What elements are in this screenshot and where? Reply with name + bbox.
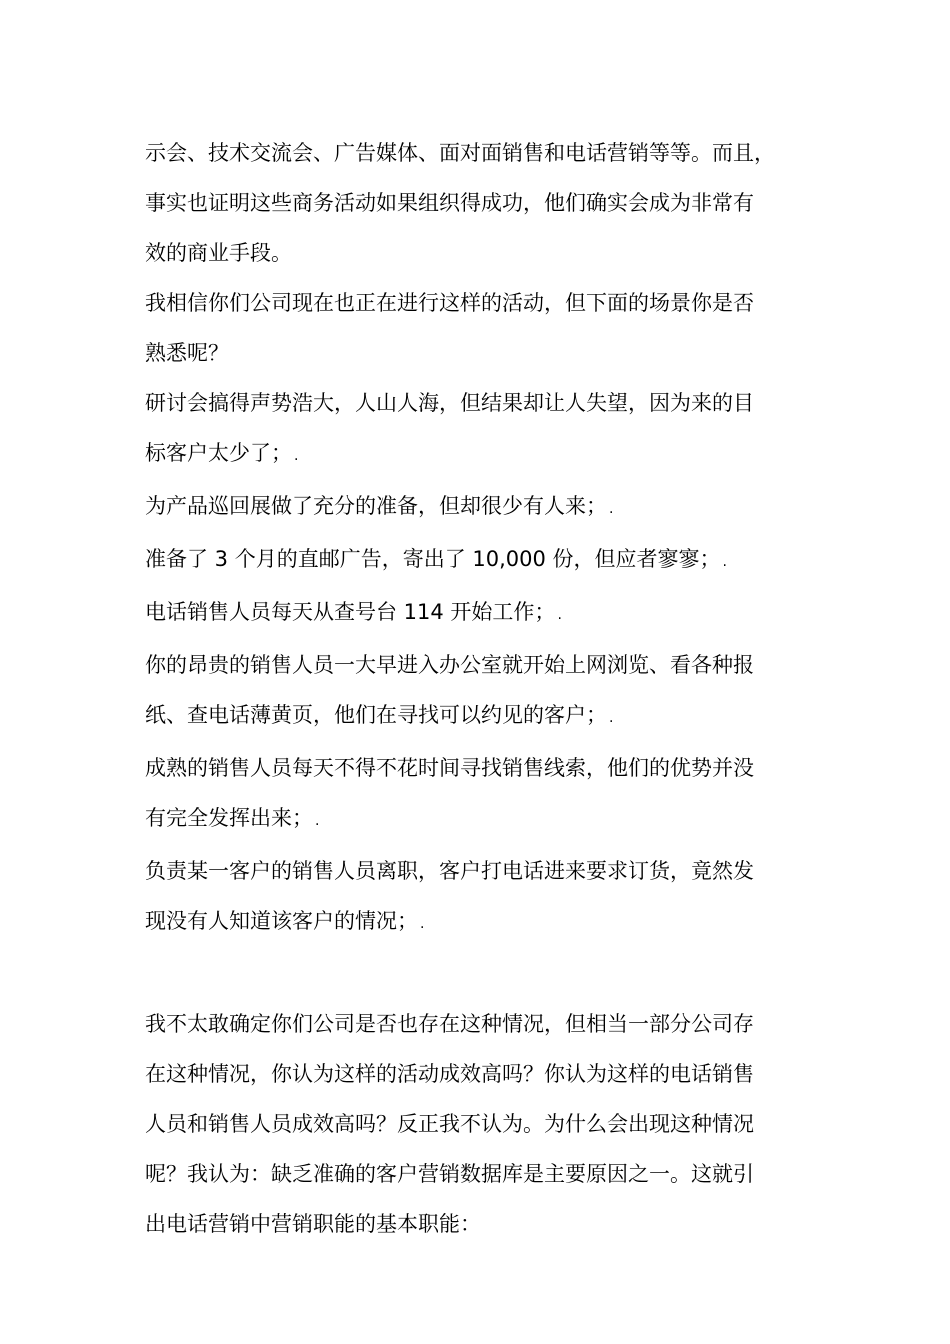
scenario-line: 准备了 3 个月的直邮广告，寄出了 10,000 份，但应者寥寥； . <box>145 547 727 571</box>
text-line: 事实也证明这些商务活动如果组织得成功，他们确实会成为非常有 <box>145 191 754 215</box>
scenario-line: 现没有人知道该客户的情况； . <box>145 909 425 933</box>
paragraph-mark: . <box>609 501 614 517</box>
text-line: 效的商业手段。 <box>145 241 292 265</box>
paragraph-mark: . <box>294 448 299 464</box>
scenario-line: 成熟的销售人员每天不得不花时间寻找销售线索，他们的优势并没 <box>145 756 754 780</box>
scenario-line: 研讨会搞得声势浩大，人山人海，但结果却让人失望，因为来的目 <box>145 391 754 415</box>
paragraph-mark: . <box>315 813 320 829</box>
paragraph-spacer <box>145 949 835 999</box>
paragraph-mark: . <box>420 916 425 932</box>
scenario-line: 有完全发挥出来； . <box>145 806 320 830</box>
scenario-line: 标客户太少了； . <box>145 441 299 465</box>
scenario-line: 电话销售人员每天从查号台 114 开始工作； . <box>145 600 562 624</box>
scenario-line: 纸、查电话薄黄页，他们在寻找可以约见的客户； . <box>145 703 614 727</box>
paragraph-mark: . <box>722 554 727 570</box>
text-line: 出电话营销中营销职能的基本职能： <box>145 1212 481 1236</box>
paragraph-mark: . <box>557 607 562 623</box>
text-line: 熟悉呢？ <box>145 341 229 365</box>
text-line: 示会、技术交流会、广告媒体、面对面销售和电话营销等等。而且， <box>145 141 775 165</box>
paragraph-mark: . <box>609 710 614 726</box>
text-line: 我不太敢确定你们公司是否也存在这种情况，但相当一部分公司存 <box>145 1012 754 1036</box>
text-line: 我相信你们公司现在也正在进行这样的活动，但下面的场景你是否 <box>145 291 754 315</box>
document-body <box>145 128 835 1249</box>
text-line: 人员和销售人员成效高吗？反正我不认为。为什么会出现这种情况 <box>145 1112 754 1136</box>
scenario-line: 你的昂贵的销售人员一大早进入办公室就开始上网浏览、看各种报 <box>145 653 754 677</box>
text-line: 呢？我认为：缺乏准确的客户营销数据库是主要原因之一。这就引 <box>145 1162 754 1186</box>
scenario-line: 负责某一客户的销售人员离职，客户打电话进来要求订货，竟然发 <box>145 859 754 883</box>
text-line: 在这种情况，你认为这样的活动成效高吗？你认为这样的电话销售 <box>145 1062 754 1086</box>
scenario-line: 为产品巡回展做了充分的准备，但却很少有人来； . <box>145 494 614 518</box>
